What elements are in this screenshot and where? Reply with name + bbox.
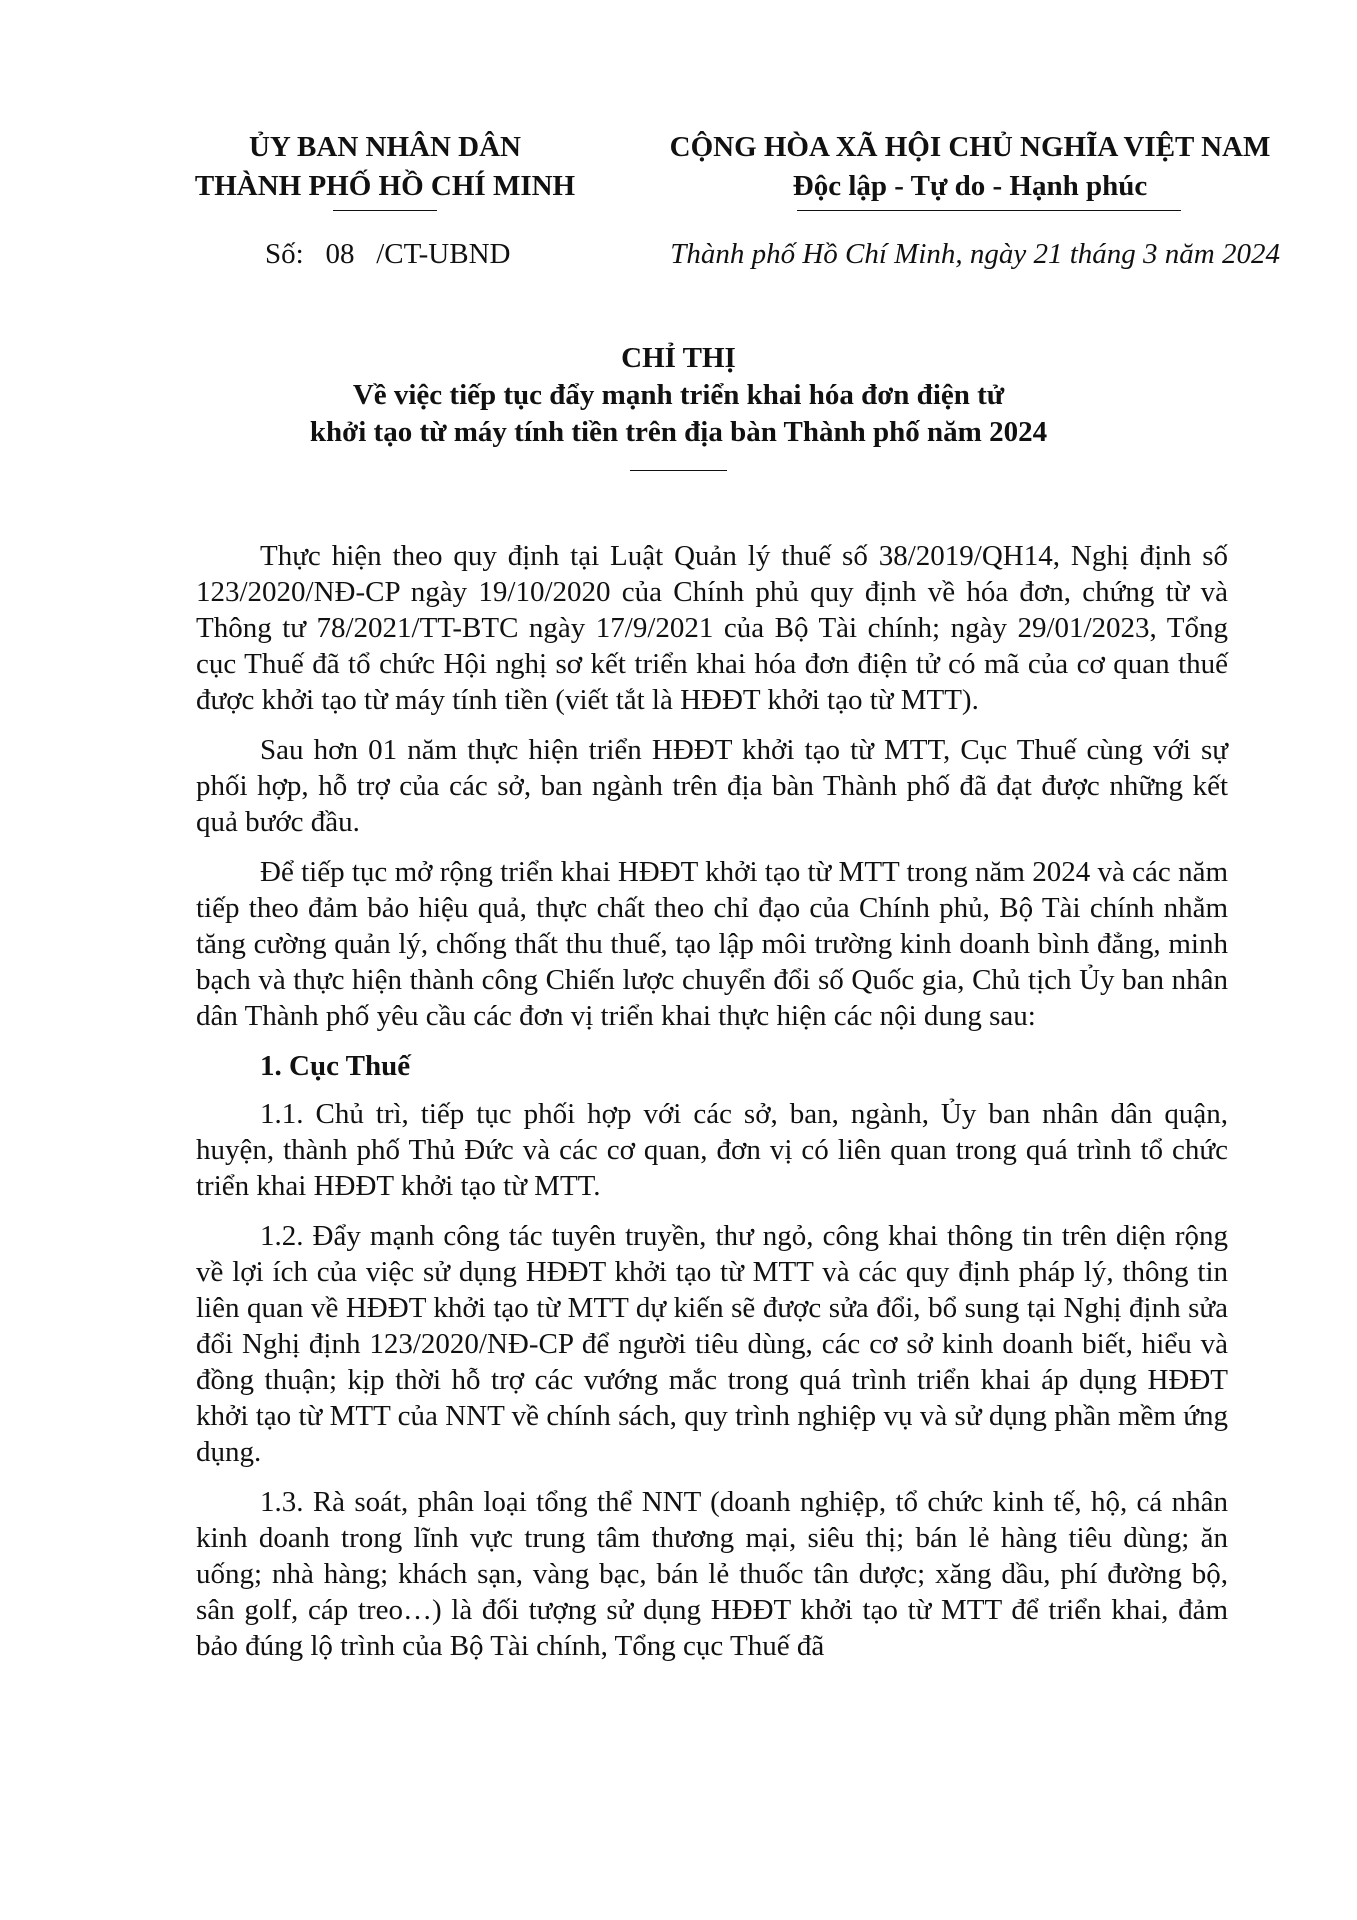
- doc-number-suffix: /CT-UBND: [376, 238, 511, 270]
- item-1-2: 1.2. Đẩy mạnh công tác tuyên truyền, thư ngỏ, công khai thông tin trên diện rộng về lợi ích của việc sử dụng HĐĐT khởi tạo từ MTT và các quy định pháp lý, thông tin liên quan về HĐĐT khởi tạo từ MTT dự kiến sẽ được sửa đổi, bổ sung tại Nghị định sửa đổi Nghị định 123/2020/NĐ-CP để người tiêu dùng, các cơ sở kinh doanh biết, hiểu và đồng thuận; kịp thời hỗ trợ các vướng mắc trong quá trình triển khai áp dụng HĐĐT khởi tạo từ MTT của NNT về chính sách, quy trình nghiệp vụ và sử dụng phần mềm ứng dụng.: [196, 1220, 1228, 1468]
- paragraph-legal-basis: Thực hiện theo quy định tại Luật Quản lý thuế số 38/2019/QH14, Nghị định số 123/2020/NĐ-CP ngày 19/10/2020 của Chính phủ quy định về hóa đơn, chứng từ và Thông tư 78/2021/TT-BTC ngày 17/9/2021 của Bộ Tài chính; ngày 29/01/2023, Tổng cục Thuế đã tổ chức Hội nghị sơ kết triển khai hóa đơn điện tử có mã của cơ quan thuế được khởi tạo từ máy tính tiền (viết tắt là HĐĐT khởi tạo từ MTT).: [196, 540, 1228, 716]
- motto-underline: [797, 210, 1181, 211]
- authority-line-2: THÀNH PHỐ HỒ CHÍ MINH: [194, 170, 576, 202]
- section-heading-tax-department: 1. Cục Thuế: [260, 1050, 411, 1082]
- item-1-3: 1.3. Rà soát, phân loại tổng thể NNT (doanh nghiệp, tổ chức kinh tế, hộ, cá nhân kinh doanh trong lĩnh vực trung tâm thương mại, siêu thị; bán lẻ hàng tiêu dùng; ăn uống; nhà hàng; khách sạn, vàng bạc, bán lẻ thuốc tân dược; xăng dầu, phí đường bộ, sân golf, cáp treo…) là đối tượng sử dụng HĐĐT khởi tạo từ MTT để triển khai, đảm bảo đúng lộ trình của Bộ Tài chính, Tổng cục Thuế đã: [196, 1486, 1228, 1662]
- paragraph-results: Sau hơn 01 năm thực hiện triển HĐĐT khởi tạo từ MTT, Cục Thuế cùng với sự phối hợp, hỗ trợ của các sở, ban ngành trên địa bàn Thành phố đã đạt được những kết quả bước đầu.: [196, 734, 1228, 838]
- document-date: Thành phố Hồ Chí Minh, ngày 21 tháng 3 năm 2024: [670, 238, 1280, 270]
- authority-underline: [333, 210, 437, 211]
- authority-line-1: ỦY BAN NHÂN DÂN: [248, 131, 521, 163]
- doc-number-label: Số:: [265, 238, 304, 270]
- document-body: [196, 538, 1228, 1678]
- title-underline: [630, 470, 727, 471]
- country-name: CỘNG HÒA XÃ HỘI CHỦ NGHĨA VIỆT NAM: [669, 131, 1271, 163]
- paragraph-directive: Để tiếp tục mở rộng triển khai HĐĐT khởi tạo từ MTT trong năm 2024 và các năm tiếp theo đảm bảo hiệu quả, thực chất theo chỉ đạo của Chính phủ, Bộ Tài chính nhằm tăng cường quản lý, chống thất thu thuế, tạo lập môi trường kinh doanh bình đẳng, minh bạch và thực hiện thành công Chiến lược chuyển đổi số Quốc gia, Chủ tịch Ủy ban nhân dân Thành phố yêu cầu các đơn vị triển khai thực hiện các nội dung sau:: [196, 856, 1228, 1032]
- document-number: [265, 238, 510, 271]
- motto: Độc lập - Tự do - Hạnh phúc: [792, 170, 1148, 202]
- document-title: [0, 340, 1357, 451]
- national-motto: [640, 128, 1300, 206]
- item-1-1: 1.1. Chủ trì, tiếp tục phối hợp với các sở, ban, ngành, Ủy ban nhân dân quận, huyện, thành phố Thủ Đức và các cơ quan, đơn vị có liên quan trong quá trình tổ chức triển khai HĐĐT khởi tạo từ MTT.: [196, 1098, 1228, 1202]
- title-line-2: khởi tạo từ máy tính tiền trên địa bàn Thành phố năm 2024: [309, 416, 1048, 448]
- document-type: CHỈ THỊ: [621, 342, 736, 374]
- title-line-1: Về việc tiếp tục đẩy mạnh triển khai hóa đơn điện tử: [352, 379, 1005, 411]
- doc-number-value: 08: [325, 238, 355, 270]
- issuing-authority: [180, 128, 590, 206]
